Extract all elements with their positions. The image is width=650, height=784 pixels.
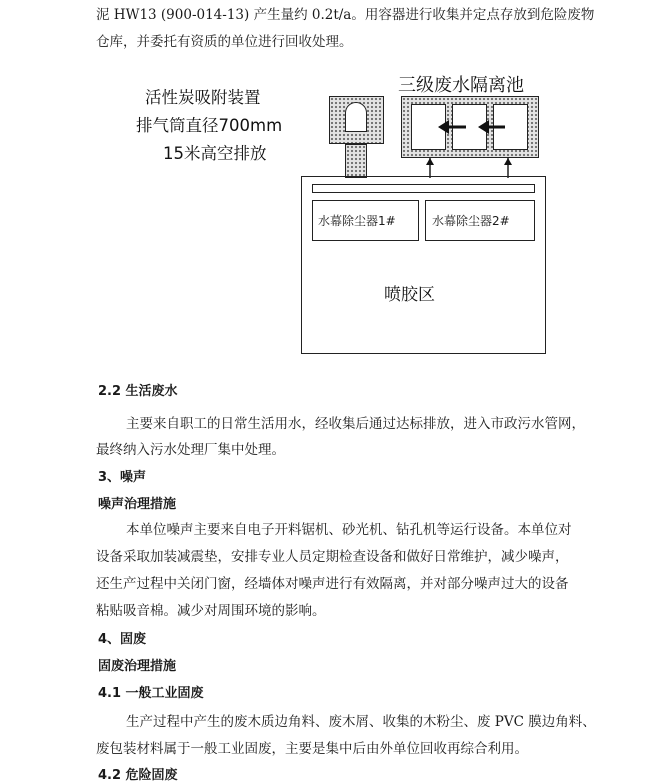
section-3-subtitle: 噪声治理措施: [98, 497, 177, 512]
top-text-line-1: 泥 HW13 (900-014-13) 产生量约 0.2t/a。用容器进行收集并定点存放到危险废物: [96, 7, 595, 23]
section-2-2-para-line: 最终纳入污水处理厂集中处理。: [96, 442, 285, 458]
section-4-title: 4、固废: [98, 632, 147, 647]
spray-area-label: 喷胶区: [384, 285, 435, 305]
section-4-1-title: 4.1 一般工业固废: [98, 686, 204, 701]
diagram-label-diameter: 排气筒直径700mm: [136, 116, 283, 135]
section-4-1-para-line: 生产过程中产生的废木质边角料、废木屑、收集的木粉尘、废 PVC 膜边角料、: [126, 714, 596, 730]
diagram-label-carbon: 活性炭吸附装置: [145, 88, 261, 107]
dust-collector-1-label: 水幕除尘器1#: [318, 214, 396, 228]
section-4-subtitle: 固废治理措施: [98, 659, 177, 674]
section-3-para-line: 本单位噪声主要来自电子开料锯机、砂光机、钻孔机等运行设备。本单位对: [126, 522, 572, 538]
section-2-2-title: 2.2 生活废水: [98, 384, 178, 399]
section-3-para-line: 还生产过程中关闭门窗，经墙体对噪声进行有效隔离，并对部分噪声过大的设备: [96, 576, 569, 592]
diagram-label-height: 15米高空排放: [163, 144, 267, 163]
dust-collector-2-label: 水幕除尘器2#: [432, 214, 510, 228]
section-2-2-para-line: 主要来自职工的日常生活用水，经收集后通过达标排放，进入市政污水管网，: [126, 416, 585, 432]
arrow-left-icon: [478, 120, 505, 134]
collector-bar: [312, 184, 535, 193]
section-3-para-line: 设备采取加装减震垫，安排专业人员定期检查设备和做好日常维护，减少噪声，: [96, 549, 569, 565]
section-3-title: 3、噪声: [98, 470, 147, 485]
section-3-para-line: 粘贴吸音棉。减少对周围环境的影响。: [96, 603, 326, 619]
section-4-2-title: 4.2 危险固废: [98, 768, 178, 783]
arrow-left-icon: [438, 120, 466, 134]
top-text-line-2: 仓库，并委托有资质的单位进行回收处理。: [96, 34, 353, 50]
diagram-label-pool: 三级废水隔离池: [398, 75, 524, 96]
section-4-1-para-line: 废包装材料属于一般工业固废，主要是集中后由外单位回收再综合利用。: [96, 741, 528, 757]
